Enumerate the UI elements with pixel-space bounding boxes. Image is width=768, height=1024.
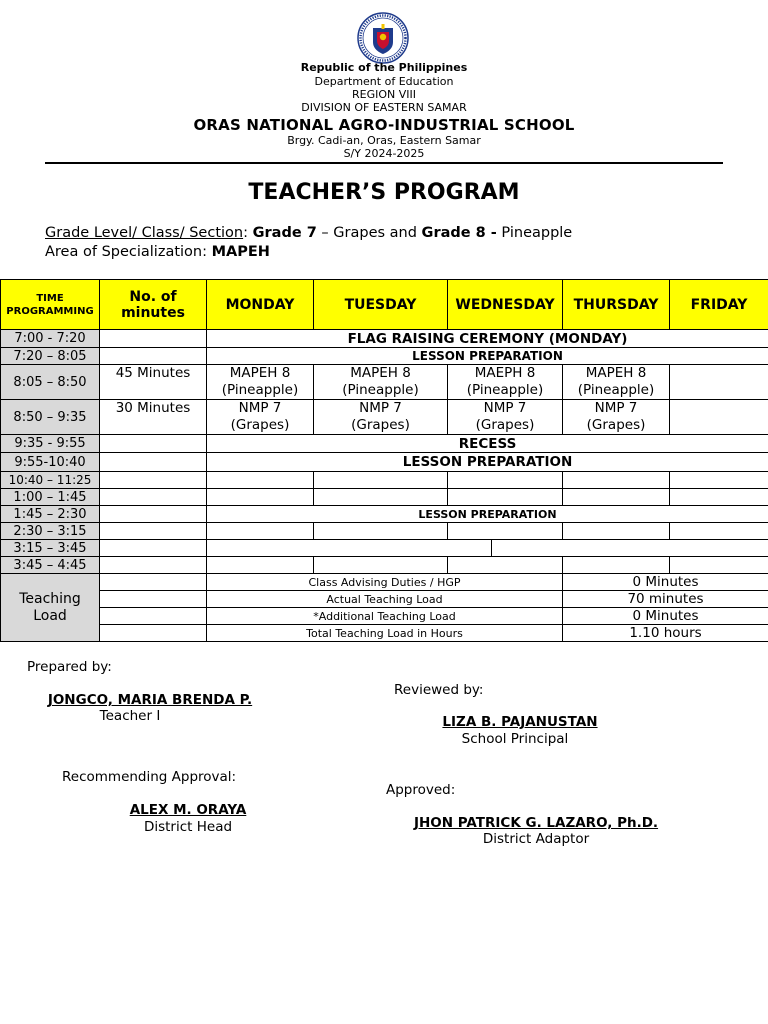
class-subject: MAEPH 8	[474, 365, 536, 381]
deped-seal-logo	[357, 12, 409, 64]
reviewed-by-label: Reviewed by:	[394, 682, 484, 698]
flag-raising-cell: FLAG RAISING CEREMONY (MONDAY)	[207, 330, 768, 348]
grade-level-label: Grade Level/ Class/ Section	[45, 225, 244, 241]
prepared-by-title: Teacher I	[99, 708, 161, 724]
recommending-approval-title: District Head	[143, 819, 233, 835]
empty-cell	[314, 472, 448, 489]
grade-level-sep: :	[243, 225, 253, 241]
page-title: TEACHER’S PROGRAM	[248, 180, 520, 205]
time-cell: 8:05 – 8:50	[1, 365, 100, 400]
empty-cell	[100, 574, 207, 591]
empty-cell	[670, 489, 768, 506]
class-subject: NMP 7	[238, 400, 282, 416]
class-subject: MAPEH 8	[229, 365, 291, 381]
class-subject: NMP 7	[483, 400, 527, 416]
teaching-load-row	[1, 574, 768, 591]
empty-cell	[448, 472, 563, 489]
table-row	[1, 348, 768, 365]
time-cell: 1:00 – 1:45	[1, 489, 100, 506]
thursday-class-cell	[563, 365, 670, 400]
empty-cell	[563, 523, 670, 540]
prepared-by-label: Prepared by:	[27, 659, 112, 675]
load-item-label: *Additional Teaching Load	[207, 608, 563, 625]
empty-cell	[448, 489, 563, 506]
minutes-cell: 30 Minutes	[100, 400, 207, 435]
header-school-name: ORAS NATIONAL AGRO-INDUSTRIAL SCHOOL	[193, 116, 575, 134]
table-row	[1, 435, 768, 453]
area-specialization-line	[45, 244, 270, 260]
table-row	[1, 506, 768, 523]
grade7-section: – Grapes and	[316, 225, 422, 241]
teaching-load-row	[1, 625, 768, 642]
time-cell: 9:55-10:40	[1, 453, 100, 472]
empty-cell	[207, 472, 314, 489]
minutes-cell	[100, 506, 207, 523]
time-cell: 9:35 - 9:55	[1, 435, 100, 453]
teaching-load-row	[1, 591, 768, 608]
header-department: Department of Education	[314, 75, 454, 88]
minutes-cell	[100, 348, 207, 365]
lesson-preparation-cell: LESSON PREPARATION	[207, 506, 768, 523]
approved-label: Approved:	[386, 782, 456, 798]
class-section: (Pineapple)	[342, 382, 419, 398]
empty-cell	[563, 557, 670, 574]
header-division: DIVISION OF EASTERN SAMAR	[301, 101, 467, 114]
header-time-programming: TIME PROGRAMMING	[1, 280, 100, 330]
grade-level-line	[45, 225, 572, 241]
minutes-cell	[100, 330, 207, 348]
empty-cell	[207, 523, 314, 540]
empty-cell	[314, 523, 448, 540]
table-row	[1, 453, 768, 472]
thursday-class-cell	[563, 400, 670, 435]
table-row	[1, 472, 768, 489]
load-item-value: 0 Minutes	[563, 608, 768, 625]
monday-class-cell	[207, 365, 314, 400]
grade8-section: Pineapple	[496, 225, 573, 241]
load-item-label: Class Advising Duties / HGP	[207, 574, 563, 591]
time-cell: 2:30 – 3:15	[1, 523, 100, 540]
recommending-approval-name: ALEX M. ORAYA	[129, 802, 247, 818]
header-wednesday: WEDNESDAY	[448, 280, 563, 330]
approved-name: JHON PATRICK G. LAZARO, Ph.D.	[413, 815, 659, 831]
reviewed-by-name: LIZA B. PAJANUSTAN	[442, 714, 598, 730]
minutes-cell	[100, 557, 207, 574]
friday-class-cell	[670, 400, 768, 435]
empty-cell	[100, 608, 207, 625]
load-item-label: Total Teaching Load in Hours	[207, 625, 563, 642]
empty-cell	[670, 557, 768, 574]
area-value: MAPEH	[211, 244, 270, 260]
table-row	[1, 400, 768, 435]
time-cell: 3:15 – 3:45	[1, 540, 100, 557]
table-row	[1, 540, 768, 557]
schedule-table	[0, 279, 768, 642]
header-friday: FRIDAY	[670, 280, 768, 330]
teaching-load-row	[1, 608, 768, 625]
empty-cell	[670, 523, 768, 540]
empty-cell	[207, 557, 314, 574]
time-cell: 7:00 - 7:20	[1, 330, 100, 348]
minutes-cell	[100, 472, 207, 489]
empty-cell	[563, 489, 670, 506]
minutes-cell	[100, 489, 207, 506]
class-section: (Grapes)	[351, 417, 410, 433]
lesson-preparation-cell: LESSON PREPARATION	[207, 453, 768, 472]
header-region: REGION VIII	[351, 88, 416, 101]
class-section: (Pineapple)	[466, 382, 544, 398]
class-section: (Pineapple)	[221, 382, 299, 398]
table-row	[1, 489, 768, 506]
time-cell: 8:50 – 9:35	[1, 400, 100, 435]
table-row	[1, 330, 768, 348]
minutes-cell	[100, 540, 207, 557]
table-row	[1, 523, 768, 540]
class-section: (Grapes)	[586, 417, 646, 433]
lesson-preparation-cell: LESSON PREPARATION	[207, 348, 768, 365]
grade8-label: Grade 8 -	[421, 225, 497, 241]
header-divider	[45, 162, 723, 164]
header-address: Brgy. Cadi-an, Oras, Eastern Samar	[287, 134, 481, 147]
class-subject: MAPEH 8	[585, 365, 647, 381]
empty-cell	[207, 489, 314, 506]
wednesday-class-cell	[448, 400, 563, 435]
monday-class-cell	[207, 400, 314, 435]
class-subject: NMP 7	[359, 400, 402, 416]
reviewed-by-title: School Principal	[461, 731, 569, 747]
minutes-cell	[100, 453, 207, 472]
tuesday-class-cell	[314, 365, 448, 400]
header-tuesday: TUESDAY	[314, 280, 448, 330]
time-cell: 3:45 – 4:45	[1, 557, 100, 574]
header-republic: Republic of the Philippines	[300, 61, 468, 74]
minutes-cell: 45 Minutes	[100, 365, 207, 400]
table-row	[1, 557, 768, 574]
header-monday: MONDAY	[207, 280, 314, 330]
recommending-approval-label: Recommending Approval:	[62, 769, 237, 785]
time-cell: 10:40 – 11:25	[1, 472, 100, 489]
header-thursday: THURSDAY	[563, 280, 670, 330]
time-cell: 1:45 – 2:30	[1, 506, 100, 523]
table-row	[1, 365, 768, 400]
minutes-cell	[100, 435, 207, 453]
empty-cell	[314, 557, 448, 574]
wednesday-class-cell	[448, 365, 563, 400]
empty-cell	[314, 489, 448, 506]
teaching-load-label: Teaching Load	[1, 574, 100, 642]
header-school-year: S/Y 2024-2025	[343, 147, 425, 160]
grade7-label: Grade 7	[252, 225, 317, 241]
prepared-by-name: JONGCO, MARIA BRENDA P.	[47, 692, 253, 708]
empty-cell	[207, 540, 492, 557]
empty-cell	[448, 557, 563, 574]
load-item-value: 70 minutes	[563, 591, 768, 608]
approved-title: District Adaptor	[482, 831, 590, 847]
time-cell: 7:20 – 8:05	[1, 348, 100, 365]
header-no-of-minutes-text: No. of minutes	[121, 288, 185, 321]
empty-cell	[100, 591, 207, 608]
empty-cell	[563, 472, 670, 489]
class-section: (Pineapple)	[577, 382, 655, 398]
load-item-label: Actual Teaching Load	[207, 591, 563, 608]
tuesday-class-cell	[314, 400, 448, 435]
class-subject: NMP 7	[594, 400, 638, 416]
friday-class-cell	[670, 365, 768, 400]
class-section: (Grapes)	[230, 417, 290, 433]
recess-cell: RECESS	[207, 435, 768, 453]
empty-cell	[670, 472, 768, 489]
load-item-value: 0 Minutes	[563, 574, 768, 591]
empty-cell	[492, 540, 768, 557]
empty-cell	[448, 523, 563, 540]
table-header-row	[1, 280, 768, 330]
area-label: Area of Specialization:	[45, 244, 212, 260]
load-item-value: 1.10 hours	[563, 625, 768, 642]
class-section: (Grapes)	[475, 417, 535, 433]
empty-cell	[100, 625, 207, 642]
minutes-cell	[100, 523, 207, 540]
header-no-of-minutes	[100, 280, 207, 330]
class-subject: MAPEH 8	[350, 365, 411, 381]
